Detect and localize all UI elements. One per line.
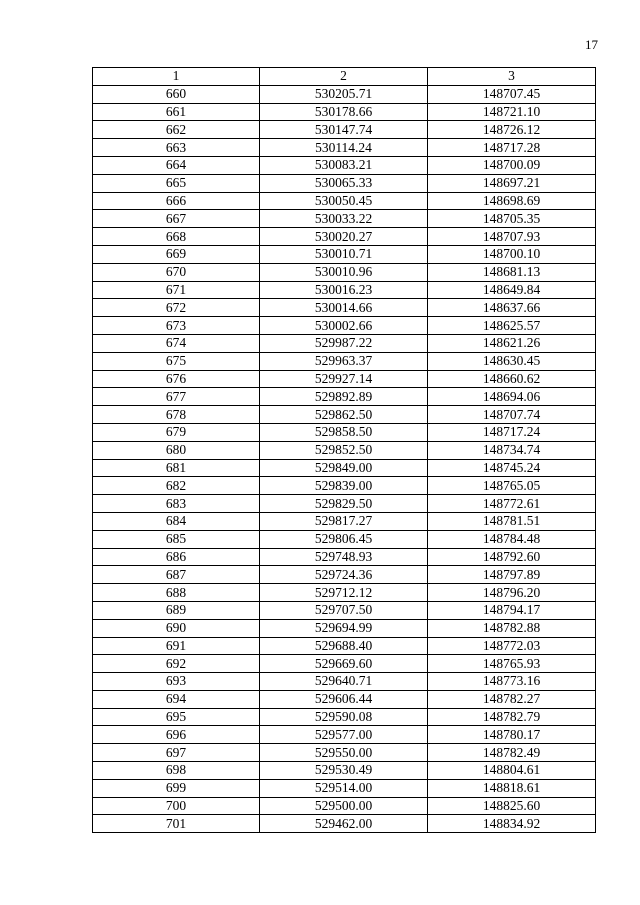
- point-number-cell: 691: [93, 637, 260, 655]
- point-number-cell: 676: [93, 370, 260, 388]
- header-cell-2: 2: [260, 68, 428, 86]
- table-row: [93, 156, 596, 174]
- x-coordinate-cell: 529550.00: [260, 744, 428, 762]
- x-coordinate-cell: 530010.71: [260, 245, 428, 263]
- point-number-cell: 690: [93, 619, 260, 637]
- x-coordinate-cell: 529590.08: [260, 708, 428, 726]
- y-coordinate-cell: 148707.93: [428, 228, 596, 246]
- y-coordinate-cell: 148765.05: [428, 477, 596, 495]
- x-coordinate-cell: 530016.23: [260, 281, 428, 299]
- y-coordinate-cell: 148621.26: [428, 334, 596, 352]
- x-coordinate-cell: 530065.33: [260, 174, 428, 192]
- x-coordinate-cell: 530010.96: [260, 263, 428, 281]
- table-row: [93, 245, 596, 263]
- x-coordinate-cell: 530002.66: [260, 317, 428, 335]
- point-number-cell: 664: [93, 156, 260, 174]
- point-number-cell: 679: [93, 423, 260, 441]
- x-coordinate-cell: 530033.22: [260, 210, 428, 228]
- table-row: [93, 744, 596, 762]
- point-number-cell: 695: [93, 708, 260, 726]
- point-number-cell: 681: [93, 459, 260, 477]
- y-coordinate-cell: 148825.60: [428, 797, 596, 815]
- y-coordinate-cell: 148772.61: [428, 495, 596, 513]
- point-number-cell: 687: [93, 566, 260, 584]
- point-number-cell: 662: [93, 121, 260, 139]
- point-number-cell: 683: [93, 495, 260, 513]
- y-coordinate-cell: 148707.74: [428, 406, 596, 424]
- table-row: [93, 334, 596, 352]
- x-coordinate-cell: 529688.40: [260, 637, 428, 655]
- table-row: [93, 797, 596, 815]
- y-coordinate-cell: 148797.89: [428, 566, 596, 584]
- y-coordinate-cell: 148784.48: [428, 530, 596, 548]
- point-number-cell: 674: [93, 334, 260, 352]
- y-coordinate-cell: 148782.88: [428, 619, 596, 637]
- x-coordinate-cell: 529849.00: [260, 459, 428, 477]
- point-number-cell: 697: [93, 744, 260, 762]
- y-coordinate-cell: 148694.06: [428, 388, 596, 406]
- point-number-cell: 672: [93, 299, 260, 317]
- y-coordinate-cell: 148637.66: [428, 299, 596, 317]
- table-row: [93, 139, 596, 157]
- x-coordinate-cell: 529462.00: [260, 815, 428, 833]
- x-coordinate-cell: 529927.14: [260, 370, 428, 388]
- x-coordinate-cell: 529839.00: [260, 477, 428, 495]
- point-number-cell: 666: [93, 192, 260, 210]
- table-row: [93, 708, 596, 726]
- table-row: [93, 637, 596, 655]
- table-row: [93, 370, 596, 388]
- y-coordinate-cell: 148796.20: [428, 584, 596, 602]
- table-header: [93, 68, 596, 86]
- table-row: [93, 406, 596, 424]
- point-number-cell: 673: [93, 317, 260, 335]
- point-number-cell: 698: [93, 762, 260, 780]
- point-number-cell: 678: [93, 406, 260, 424]
- y-coordinate-cell: 148734.74: [428, 441, 596, 459]
- y-coordinate-cell: 148700.09: [428, 156, 596, 174]
- table-row: [93, 619, 596, 637]
- y-coordinate-cell: 148625.57: [428, 317, 596, 335]
- point-number-cell: 661: [93, 103, 260, 121]
- page-number: 17: [585, 37, 598, 52]
- point-number-cell: 700: [93, 797, 260, 815]
- x-coordinate-cell: 529858.50: [260, 423, 428, 441]
- table-row: [93, 762, 596, 780]
- y-coordinate-cell: 148697.21: [428, 174, 596, 192]
- y-coordinate-cell: 148698.69: [428, 192, 596, 210]
- y-coordinate-cell: 148834.92: [428, 815, 596, 833]
- table-row: [93, 174, 596, 192]
- y-coordinate-cell: 148765.93: [428, 655, 596, 673]
- y-coordinate-cell: 148818.61: [428, 779, 596, 797]
- y-coordinate-cell: 148649.84: [428, 281, 596, 299]
- y-coordinate-cell: 148705.35: [428, 210, 596, 228]
- point-number-cell: 680: [93, 441, 260, 459]
- x-coordinate-cell: 530114.24: [260, 139, 428, 157]
- table-row: [93, 566, 596, 584]
- x-coordinate-cell: 530147.74: [260, 121, 428, 139]
- x-coordinate-cell: 530050.45: [260, 192, 428, 210]
- point-number-cell: 682: [93, 477, 260, 495]
- table-row: [93, 779, 596, 797]
- point-number-cell: 699: [93, 779, 260, 797]
- point-number-cell: 663: [93, 139, 260, 157]
- point-number-cell: 693: [93, 673, 260, 691]
- point-number-cell: 696: [93, 726, 260, 744]
- y-coordinate-cell: 148707.45: [428, 85, 596, 103]
- point-number-cell: 670: [93, 263, 260, 281]
- x-coordinate-cell: 529963.37: [260, 352, 428, 370]
- y-coordinate-cell: 148700.10: [428, 245, 596, 263]
- x-coordinate-cell: 529829.50: [260, 495, 428, 513]
- y-coordinate-cell: 148782.49: [428, 744, 596, 762]
- table-row: [93, 85, 596, 103]
- y-coordinate-cell: 148660.62: [428, 370, 596, 388]
- x-coordinate-cell: 529852.50: [260, 441, 428, 459]
- table-row: [93, 512, 596, 530]
- table-row: [93, 103, 596, 121]
- y-coordinate-cell: 148721.10: [428, 103, 596, 121]
- y-coordinate-cell: 148681.13: [428, 263, 596, 281]
- y-coordinate-cell: 148726.12: [428, 121, 596, 139]
- y-coordinate-cell: 148792.60: [428, 548, 596, 566]
- table-row: [93, 388, 596, 406]
- x-coordinate-cell: 529694.99: [260, 619, 428, 637]
- y-coordinate-cell: 148780.17: [428, 726, 596, 744]
- table-row: [93, 815, 596, 833]
- point-number-cell: 677: [93, 388, 260, 406]
- y-coordinate-cell: 148782.27: [428, 690, 596, 708]
- y-coordinate-cell: 148773.16: [428, 673, 596, 691]
- table-row: [93, 584, 596, 602]
- point-number-cell: 667: [93, 210, 260, 228]
- table-row: [93, 263, 596, 281]
- header-cell-3: 3: [428, 68, 596, 86]
- point-number-cell: 701: [93, 815, 260, 833]
- y-coordinate-cell: 148782.79: [428, 708, 596, 726]
- point-number-cell: 660: [93, 85, 260, 103]
- header-cell-1: 1: [93, 68, 260, 86]
- x-coordinate-cell: 529862.50: [260, 406, 428, 424]
- point-number-cell: 686: [93, 548, 260, 566]
- x-coordinate-cell: 529748.93: [260, 548, 428, 566]
- x-coordinate-cell: 529707.50: [260, 601, 428, 619]
- x-coordinate-cell: 529606.44: [260, 690, 428, 708]
- table-row: [93, 192, 596, 210]
- y-coordinate-cell: 148717.28: [428, 139, 596, 157]
- table-row: [93, 441, 596, 459]
- point-number-cell: 689: [93, 601, 260, 619]
- point-number-cell: 684: [93, 512, 260, 530]
- table-row: [93, 459, 596, 477]
- x-coordinate-cell: 529577.00: [260, 726, 428, 744]
- y-coordinate-cell: 148804.61: [428, 762, 596, 780]
- point-number-cell: 688: [93, 584, 260, 602]
- table-row: [93, 281, 596, 299]
- x-coordinate-cell: 529892.89: [260, 388, 428, 406]
- point-number-cell: 692: [93, 655, 260, 673]
- x-coordinate-cell: 529500.00: [260, 797, 428, 815]
- y-coordinate-cell: 148745.24: [428, 459, 596, 477]
- point-number-cell: 668: [93, 228, 260, 246]
- table-row: [93, 121, 596, 139]
- x-coordinate-cell: 530178.66: [260, 103, 428, 121]
- x-coordinate-cell: 529987.22: [260, 334, 428, 352]
- x-coordinate-cell: 529724.36: [260, 566, 428, 584]
- y-coordinate-cell: 148794.17: [428, 601, 596, 619]
- table-row: [93, 601, 596, 619]
- table-row: [93, 423, 596, 441]
- x-coordinate-cell: 529806.45: [260, 530, 428, 548]
- x-coordinate-cell: 530205.71: [260, 85, 428, 103]
- table-row: [93, 548, 596, 566]
- header-row: [93, 68, 596, 86]
- y-coordinate-cell: 148772.03: [428, 637, 596, 655]
- table-body: [93, 85, 596, 832]
- x-coordinate-cell: 529640.71: [260, 673, 428, 691]
- point-number-cell: 685: [93, 530, 260, 548]
- point-number-cell: 694: [93, 690, 260, 708]
- y-coordinate-cell: 148781.51: [428, 512, 596, 530]
- x-coordinate-cell: 529530.49: [260, 762, 428, 780]
- table-row: [93, 210, 596, 228]
- table-row: [93, 673, 596, 691]
- table-row: [93, 299, 596, 317]
- point-number-cell: 669: [93, 245, 260, 263]
- table-row: [93, 690, 596, 708]
- point-number-cell: 675: [93, 352, 260, 370]
- table-row: [93, 726, 596, 744]
- table-row: [93, 228, 596, 246]
- x-coordinate-cell: 530020.27: [260, 228, 428, 246]
- table-row: [93, 495, 596, 513]
- y-coordinate-cell: 148717.24: [428, 423, 596, 441]
- x-coordinate-cell: 530083.21: [260, 156, 428, 174]
- coordinates-table: [92, 67, 596, 833]
- table-row: [93, 352, 596, 370]
- y-coordinate-cell: 148630.45: [428, 352, 596, 370]
- point-number-cell: 665: [93, 174, 260, 192]
- table-row: [93, 530, 596, 548]
- x-coordinate-cell: 529669.60: [260, 655, 428, 673]
- x-coordinate-cell: 529514.00: [260, 779, 428, 797]
- point-number-cell: 671: [93, 281, 260, 299]
- x-coordinate-cell: 529817.27: [260, 512, 428, 530]
- x-coordinate-cell: 529712.12: [260, 584, 428, 602]
- table-row: [93, 317, 596, 335]
- table-row: [93, 477, 596, 495]
- table-row: [93, 655, 596, 673]
- x-coordinate-cell: 530014.66: [260, 299, 428, 317]
